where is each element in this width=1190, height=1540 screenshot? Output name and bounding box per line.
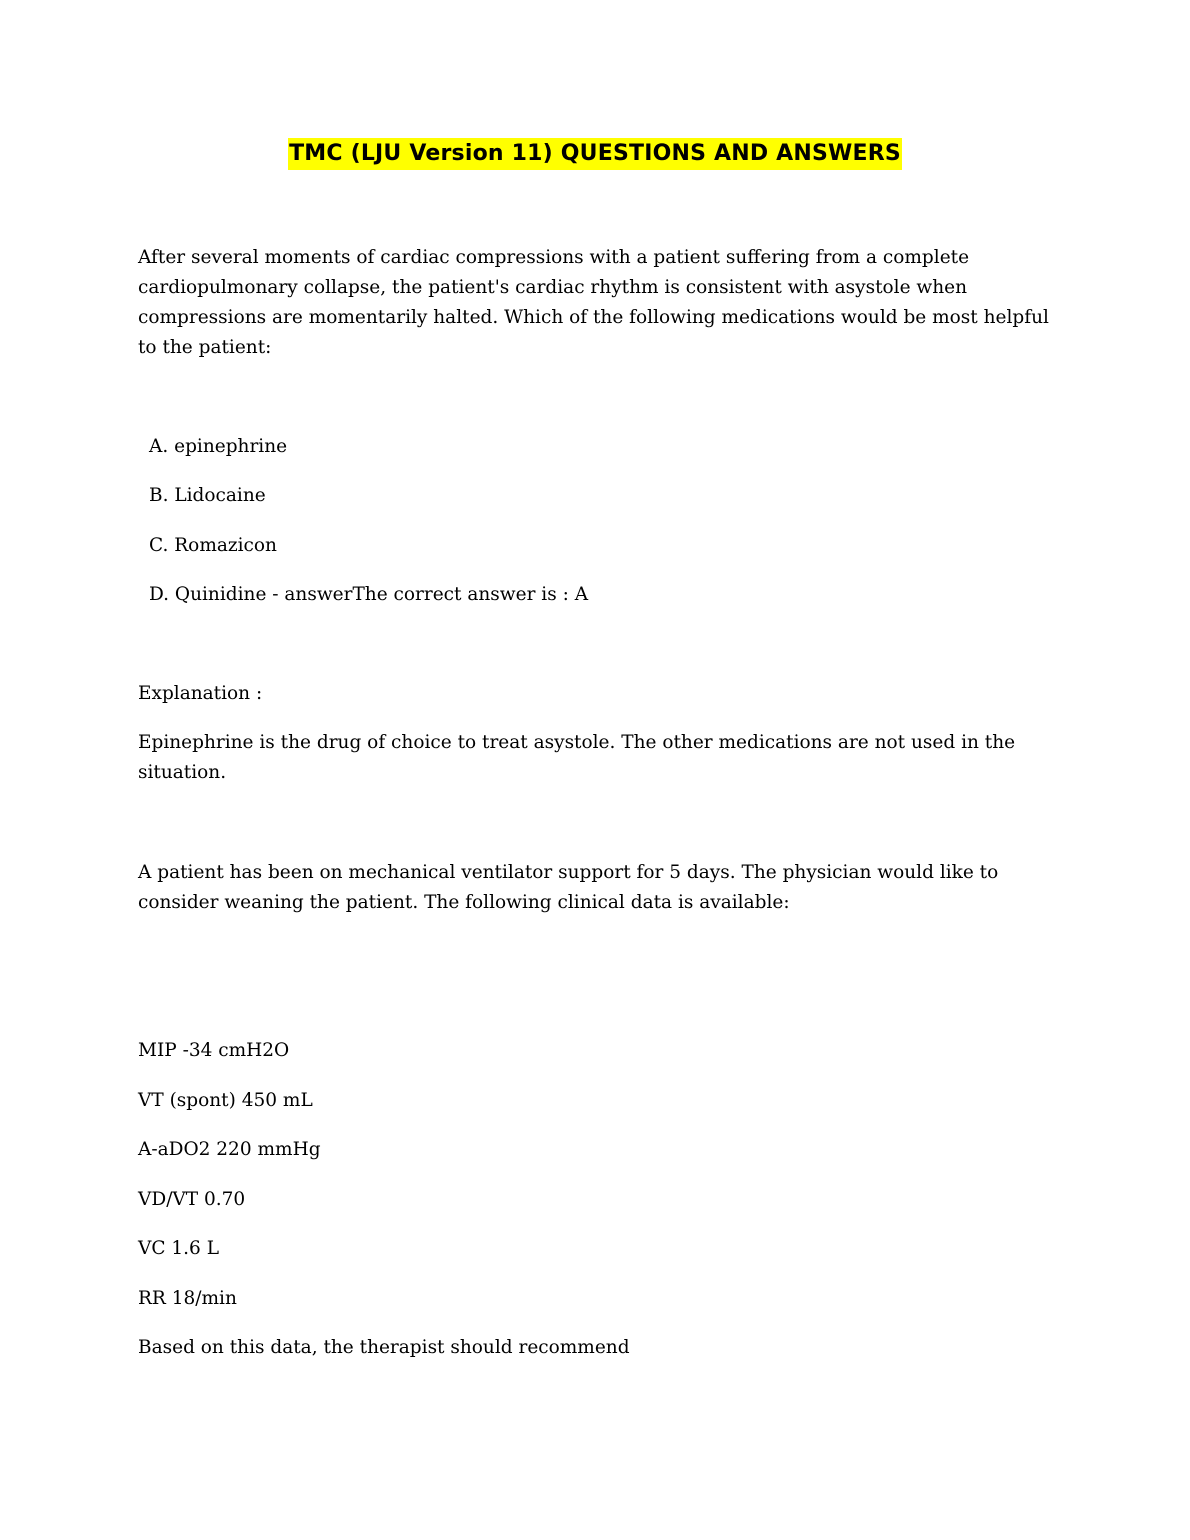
option-b: B. Lidocaine — [149, 485, 266, 506]
question-1-stem-line: cardiopulmonary collapse, the patient's cardiac rhythm is consistent with asystole when — [138, 277, 968, 298]
question-1-stem-line: After several moments of cardiac compressions with a patient suffering from a complete — [138, 247, 970, 268]
clinical-data-vc: VC 1.6 L — [138, 1238, 219, 1259]
option-a: A. epinephrine — [149, 436, 288, 457]
title-container — [0, 138, 1190, 170]
question-2-stem-line: A patient has been on mechanical ventilator support for 5 days. The physician would like to — [138, 862, 999, 883]
question-2-stem — [138, 858, 1058, 918]
clinical-data-vt: VT (spont) 450 mL — [138, 1090, 313, 1111]
option-c: C. Romazicon — [149, 535, 277, 556]
clinical-data-mip: MIP -34 cmH2O — [138, 1040, 290, 1061]
question-1-stem-line: to the patient: — [138, 337, 272, 358]
question-2-prompt: Based on this data, the therapist should recommend — [138, 1337, 630, 1358]
question-1-stem-line: compressions are momentarily halted. Which of the following medications would be most helpful — [138, 307, 1049, 328]
clinical-data-aado2: A-aDO2 220 mmHg — [138, 1139, 321, 1160]
explanation-text — [138, 728, 1058, 788]
explanation-label: Explanation : — [138, 683, 263, 704]
question-1-stem — [138, 243, 1058, 363]
explanation-line: situation. — [138, 762, 227, 783]
option-d: D. Quinidine - answerThe correct answer is : A — [149, 584, 589, 605]
explanation-line: Epinephrine is the drug of choice to treat asystole. The other medications are not used in the — [138, 732, 1016, 753]
clinical-data-rr: RR 18/min — [138, 1288, 237, 1309]
document-title: TMC (LJU Version 11) QUESTIONS AND ANSWERS — [288, 138, 902, 170]
question-2-stem-line: consider weaning the patient. The following clinical data is available: — [138, 892, 790, 913]
clinical-data-vdvt: VD/VT 0.70 — [138, 1189, 246, 1210]
